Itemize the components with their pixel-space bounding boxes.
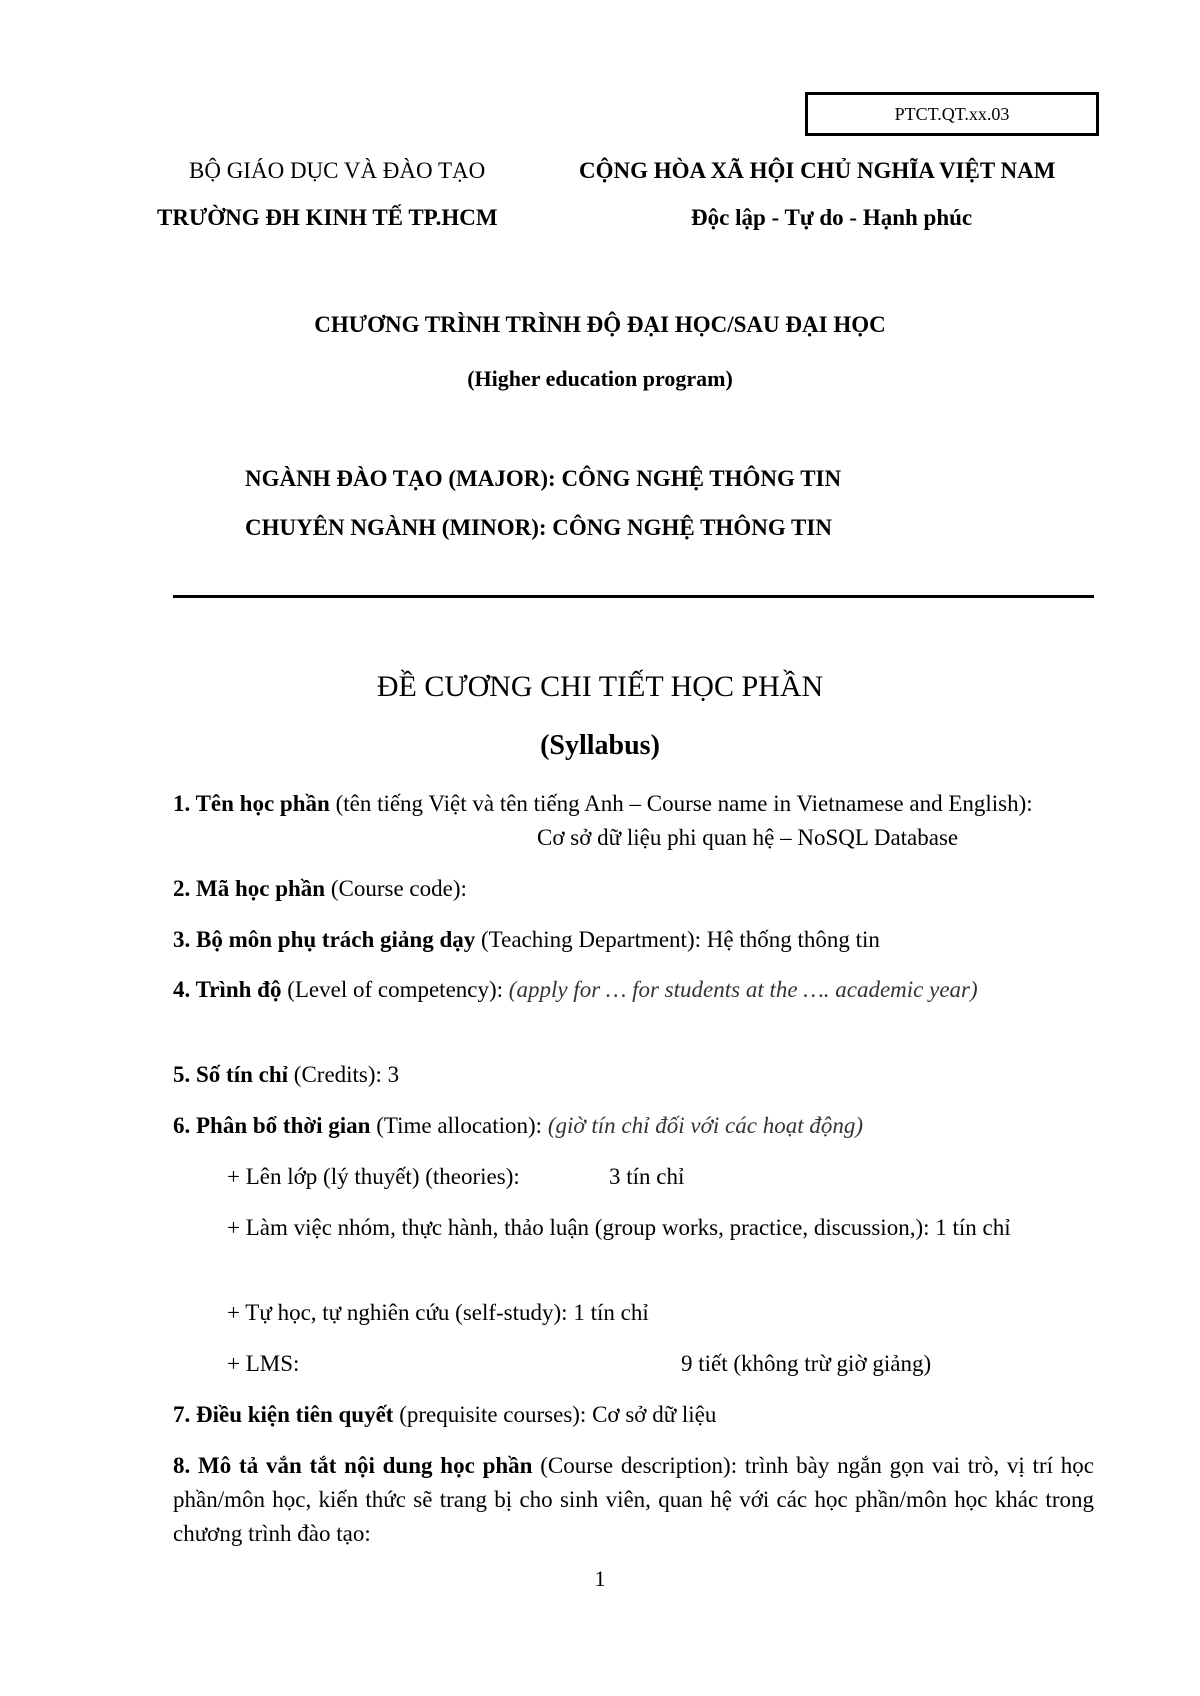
document-code-box <box>805 92 1099 136</box>
time-lms-label: + LMS: <box>227 1351 300 1376</box>
syllabus-title: ĐỀ CƯƠNG CHI TIẾT HỌC PHẦN <box>376 670 824 703</box>
item-credits <box>173 1058 1094 1092</box>
item-5-text: (Credits): 3 <box>288 1062 400 1087</box>
item-department <box>173 923 1094 957</box>
item-course-name <box>173 787 1094 821</box>
item-4-label: 4. Trình độ <box>173 977 282 1002</box>
item-course-code <box>173 872 1094 906</box>
item-prerequisites <box>173 1398 1094 1432</box>
syllabus-subtitle: (Syllabus) <box>540 730 660 761</box>
item-2-label: 2. Mã học phần <box>173 876 326 901</box>
item-time-allocation <box>173 1109 1094 1143</box>
item-4-italic: (apply for … for students at the …. academic year) <box>508 977 978 1002</box>
item-3-text: (Teaching Department): Hệ thống thông tin <box>475 927 880 952</box>
ministry-name: BỘ GIÁO DỤC VÀ ĐÀO TẠO <box>189 158 486 183</box>
item-1-text: (tên tiếng Việt và tên tiếng Anh – Course name in Vietnamese and English): <box>329 791 1033 816</box>
national-motto: Độc lập - Tự do - Hạnh phúc <box>691 205 973 230</box>
program-title: CHƯƠNG TRÌNH TRÌNH ĐỘ ĐẠI HỌC/SAU ĐẠI HỌC <box>314 312 886 337</box>
item-4-text: (Level of competency): <box>281 977 509 1002</box>
item-7-label: 7. Điều kiện tiên quyết <box>173 1402 394 1427</box>
item-level <box>173 973 1094 1007</box>
university-name: TRƯỜNG ĐH KINH TẾ TP.HCM <box>157 205 498 230</box>
minor-line: CHUYÊN NGÀNH (MINOR): CÔNG NGHỆ THÔNG TIN <box>245 515 832 540</box>
major-line: NGÀNH ĐÀO TẠO (MAJOR): CÔNG NGHỆ THÔNG TIN <box>245 466 842 491</box>
item-3-label: 3. Bộ môn phụ trách giảng dạy <box>173 927 476 952</box>
item-8-label: 8. Mô tả vắn tắt nội dung học phần <box>173 1453 533 1478</box>
document-code: PTCT.QT.xx.03 <box>894 104 1010 124</box>
item-7-text: (prequisite courses): Cơ sở dữ liệu <box>393 1402 717 1427</box>
item-6-italic: (giờ tín chỉ đối với các hoạt động) <box>547 1113 863 1138</box>
program-subtitle: (Higher education program) <box>467 366 733 391</box>
separator-rule <box>173 595 1094 598</box>
republic-name: CỘNG HÒA XÃ HỘI CHỦ NGHĨA VIỆT NAM <box>579 158 1056 183</box>
time-theory-value: 3 tín chỉ <box>609 1164 685 1189</box>
item-6-label: 6. Phân bổ thời gian <box>173 1113 371 1138</box>
time-lms-value: 9 tiết (không trừ giờ giảng) <box>681 1351 932 1376</box>
item-2-text: (Course code): <box>325 876 467 901</box>
time-group-work: + Làm việc nhóm, thực hành, thảo luận (group works, practice, discussion,): 1 tín chỉ <box>227 1215 1011 1240</box>
item-course-description <box>173 1449 1094 1551</box>
item-5-label: 5. Số tín chỉ <box>173 1062 289 1087</box>
time-theory-label: + Lên lớp (lý thuyết) (theories): <box>227 1164 520 1189</box>
course-name-value: Cơ sở dữ liệu phi quan hệ – NoSQL Database <box>537 825 959 850</box>
page-number: 1 <box>594 1566 606 1591</box>
time-self-study: + Tự học, tự nghiên cứu (self-study): 1 tín chỉ <box>227 1300 649 1325</box>
item-6-text: (Time allocation): <box>370 1113 548 1138</box>
item-1-label: 1. Tên học phần <box>173 791 330 816</box>
item-8-text: (Course description): trình bày ngắn gọn vai trò, vị trí học phần/môn học, kiến thức sẽ trang bị cho sinh viên, quan hệ với các học phần/môn học khác trong chương trình đào tạo: <box>173 1453 1094 1546</box>
